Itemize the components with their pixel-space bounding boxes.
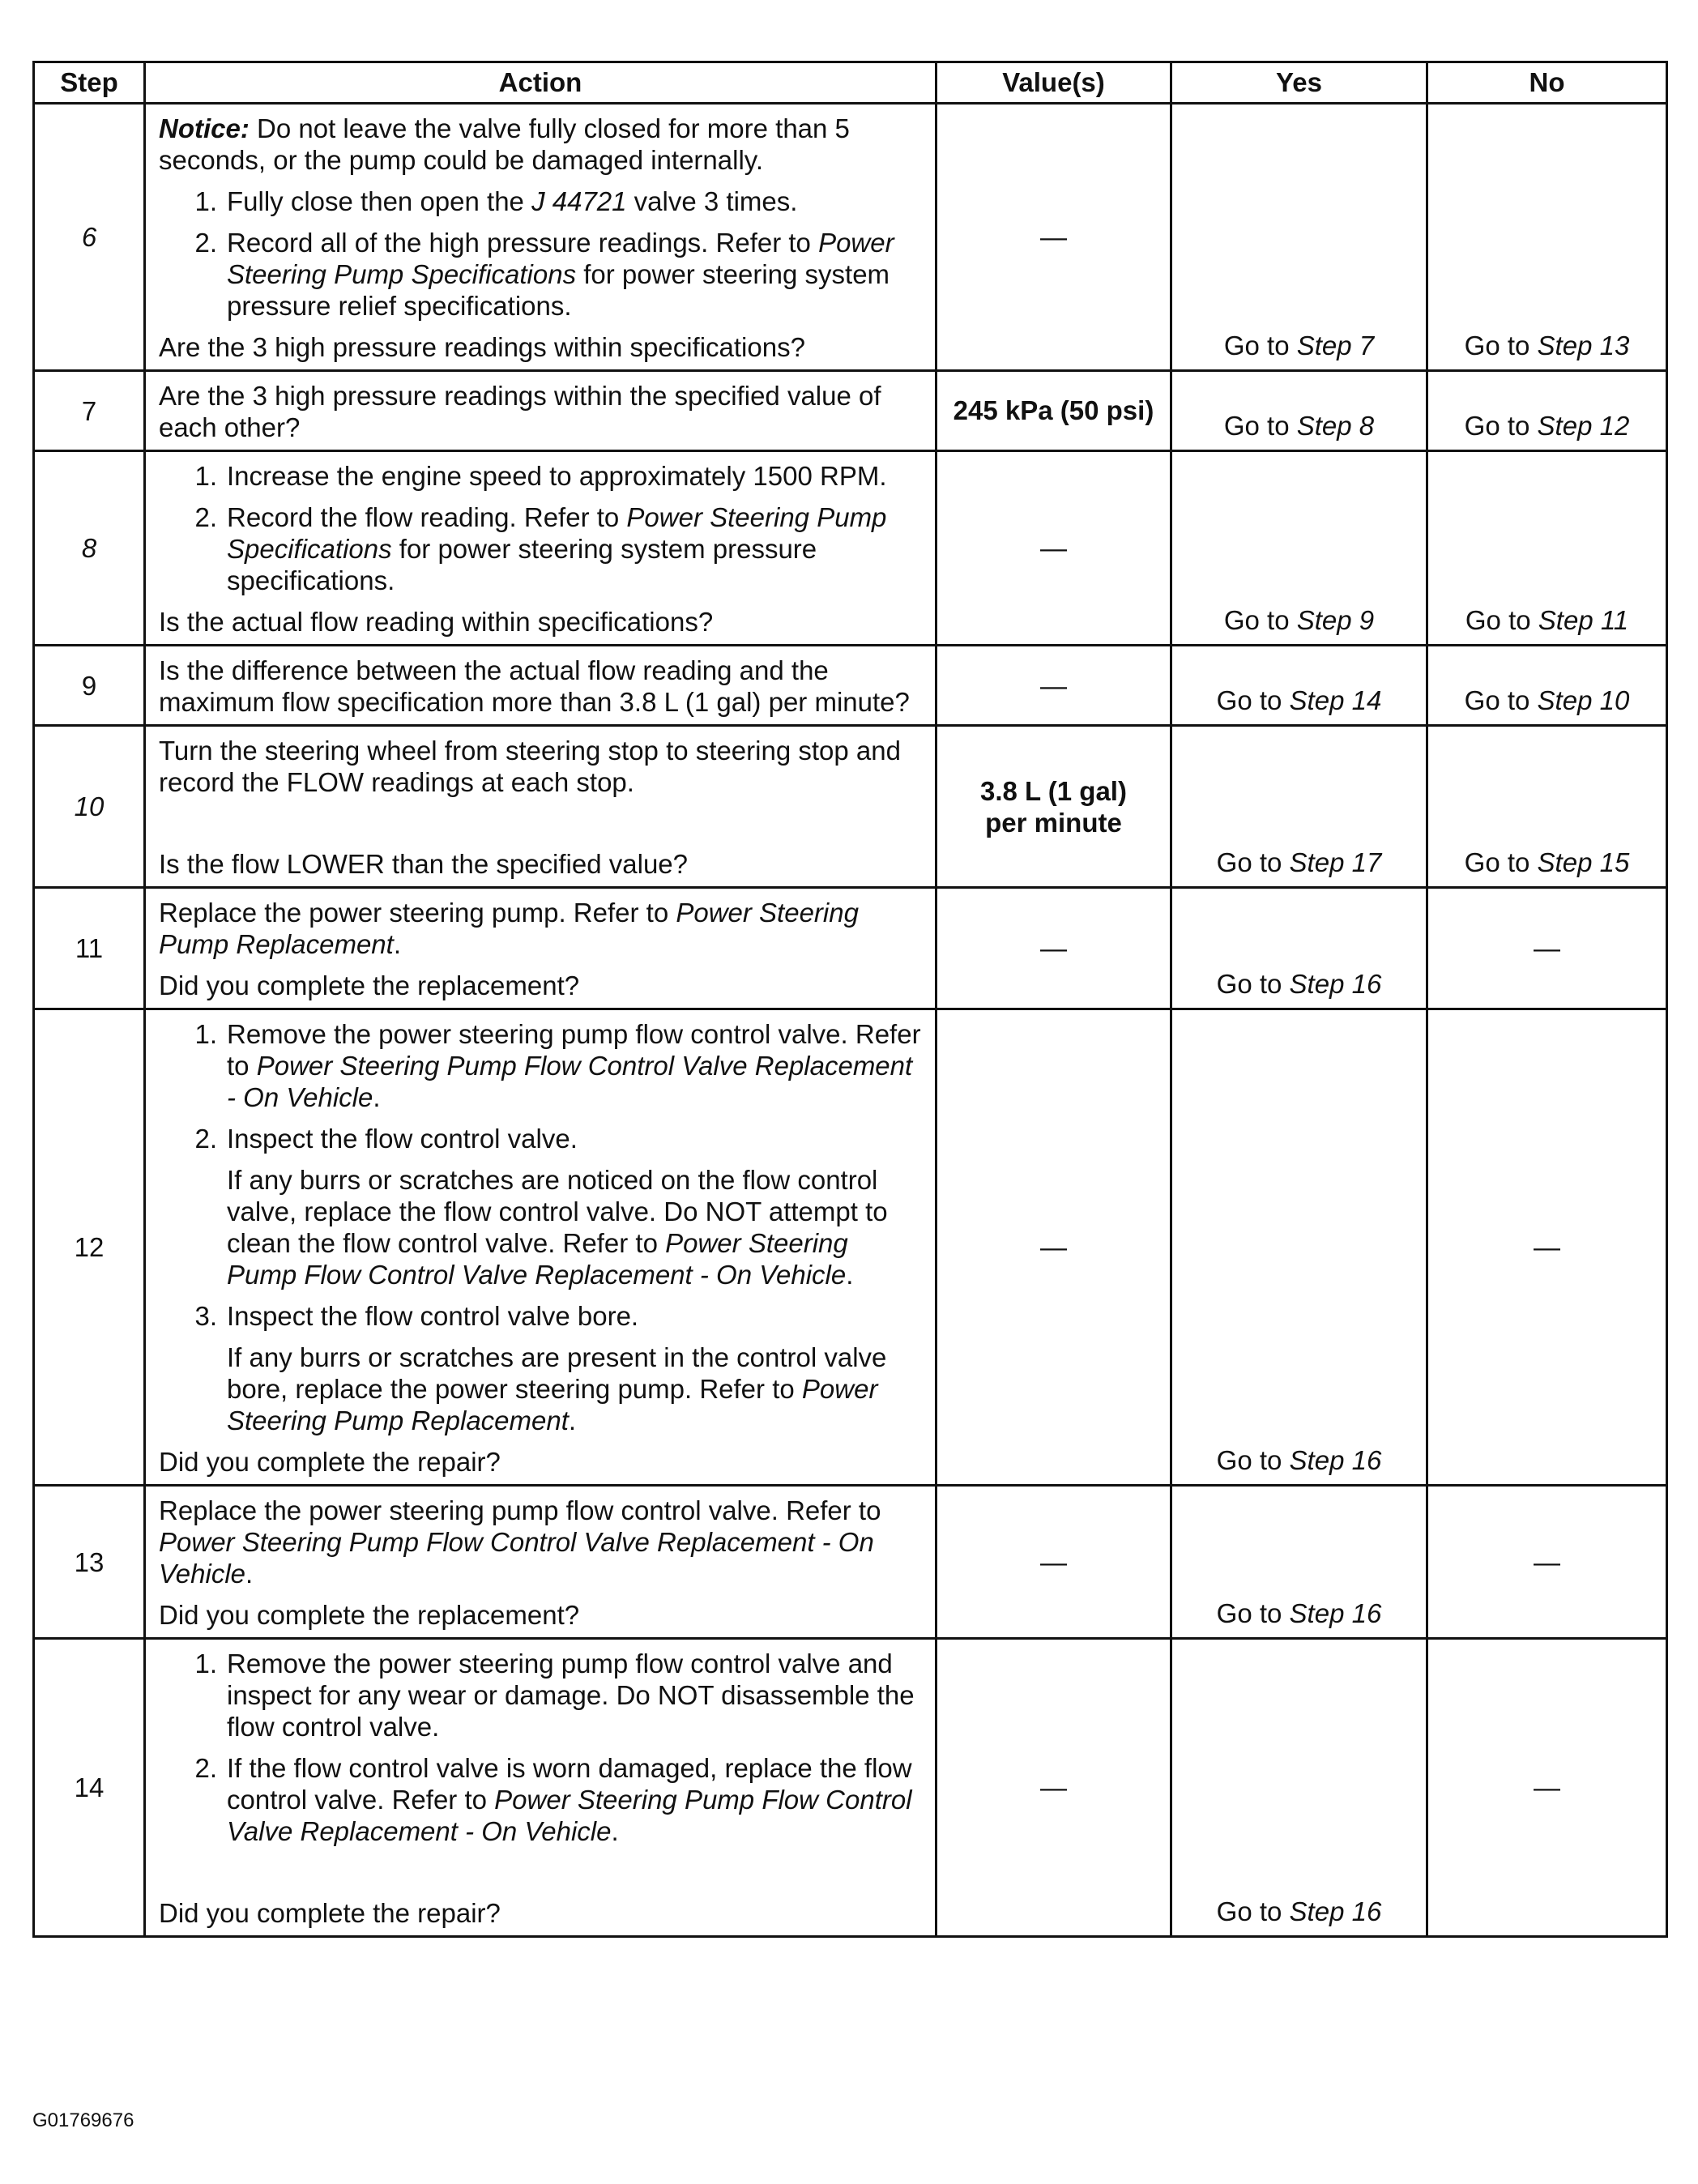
doc-reference: Power Steering Pump Flow Control Valve Replacement - On Vehicle [159,1527,874,1589]
doc-reference: Power Steering Pump Flow Control Valve Replacement - On Vehicle [227,1051,913,1112]
action-cell [145,726,936,888]
header-yes: Yes [1171,62,1427,104]
step-number: 7 [34,371,145,451]
no-cell: Go to Step 13 [1427,104,1667,371]
doc-reference: Power Steering Pump Flow Control Valve Replacement - On Vehicle [227,1785,912,1846]
step-number: 9 [34,646,145,726]
no-cell: Go to Step 12 [1427,371,1667,451]
action-cell [145,371,936,451]
yes-cell: Go to Step 16 [1171,1486,1427,1639]
value-cell: — [936,104,1171,371]
action-cell [145,104,936,371]
doc-reference: Power Steering Pump Specifications [227,502,887,564]
no-cell: Go to Step 11 [1427,451,1667,646]
list-item-detail: If any burrs or scratches are noticed on the flow control valve, replace the flow control valve. Do NOT attempt to clean the flow control valve. Refer to Power Steering Pump Flow Control Valve Replacement - On Vehicle. [227,1165,888,1290]
list-item: 2. Record the flow reading. Refer to Power Steering Pump Specifications for power steering system pressure specifications. [194,502,887,595]
yes-cell: Go to Step 14 [1171,646,1427,726]
question: Did you complete the repair? [159,1898,501,1928]
value-cell: — [936,646,1171,726]
yes-cell: Go to Step 8 [1171,371,1427,451]
question: Are the 3 high pressure readings within the specified value of each other? [159,381,881,442]
question: Did you complete the repair? [159,1447,501,1477]
value-cell: 245 kPa (50 psi) [936,371,1171,451]
action-cell [145,1639,936,1937]
doc-reference: Power Steering Pump Specifications [227,228,894,289]
no-cell: — [1427,888,1667,1009]
instruction: Replace the power steering pump. Refer to Power Steering Pump Replacement. [159,898,859,959]
list-item: 2. If the flow control valve is worn damaged, replace the flow control valve. Refer to Power Steering Pump Flow Control Valve Replacement - On Vehicle. [194,1753,912,1846]
list-item-detail: If any burrs or scratches are present in the control valve bore, replace the power steering pump. Refer to Power Steering Pump Replacement. [227,1342,887,1435]
table-row-step-8 [34,451,1667,646]
figure-code: G01769676 [32,2109,134,2131]
table-row-step-7 [34,371,1667,451]
table-row-step-12 [34,1009,1667,1486]
question: Is the actual flow reading within specifications? [159,607,714,637]
action-cell [145,646,936,726]
list-item: 3. Inspect the flow control valve bore. [194,1301,639,1331]
list-item: 1. Remove the power steering pump flow control valve and inspect for any wear or damage. Do NOT disassemble the flow control valve. [194,1649,915,1742]
no-cell: — [1427,1486,1667,1639]
no-cell: Go to Step 10 [1427,646,1667,726]
header-values: Value(s) [936,62,1171,104]
list-item: 2. Record all of the high pressure readings. Refer to Power Steering Pump Specifications for power steering system pressure relief specifications. [194,228,894,321]
notice-label: Notice: [159,113,250,143]
value-cell: — [936,1009,1171,1486]
question: Did you complete the replacement? [159,970,580,1000]
doc-reference: Power Steering Pump Flow Control Valve Replacement - On Vehicle [227,1228,848,1290]
table-row-step-14 [34,1639,1667,1937]
diagnostic-table [32,61,1668,1938]
instruction: Turn the steering wheel from steering stop to steering stop and record the FLOW readings at each stop. [159,736,901,797]
question: Did you complete the replacement? [159,1600,580,1630]
notice-paragraph: Notice: Do not leave the valve fully closed for more than 5 seconds, or the pump could be damaged internally. [159,113,850,175]
yes-cell: Go to Step 17 [1171,726,1427,888]
instruction: Replace the power steering pump flow control valve. Refer to Power Steering Pump Flow Control Valve Replacement - On Vehicle. [159,1495,881,1589]
value-cell: 3.8 L (1 gal) per minute [936,726,1171,888]
question: Are the 3 high pressure readings within specifications? [159,332,805,362]
list-item: 1. Increase the engine speed to approximately 1500 RPM. [194,461,887,491]
step-number: 10 [34,726,145,888]
yes-cell: Go to Step 16 [1171,1009,1427,1486]
yes-cell: Go to Step 16 [1171,888,1427,1009]
value-cell: — [936,1486,1171,1639]
table-row-step-13 [34,1486,1667,1639]
list-item: 2. Inspect the flow control valve. [194,1124,578,1154]
header-step: Step [34,62,145,104]
header-action: Action [145,62,936,104]
no-cell: Go to Step 15 [1427,726,1667,888]
value-cell: — [936,451,1171,646]
question: Is the difference between the actual flow reading and the maximum flow specification more than 3.8 L (1 gal) per minute? [159,655,910,717]
action-cell [145,1009,936,1486]
step-number: 12 [34,1009,145,1486]
header-row [34,62,1667,104]
action-cell [145,888,936,1009]
no-cell: — [1427,1009,1667,1486]
header-no: No [1427,62,1667,104]
list-item: 1. Remove the power steering pump flow control valve. Refer to Power Steering Pump Flow Control Valve Replacement - On Vehicle. [194,1019,921,1112]
step-number: 13 [34,1486,145,1639]
step-number: 8 [34,451,145,646]
yes-cell: Go to Step 16 [1171,1639,1427,1937]
table-row-step-6 [34,104,1667,371]
tool-number: J 44721 [531,186,627,216]
yes-cell: Go to Step 7 [1171,104,1427,371]
value-cell: — [936,1639,1171,1937]
step-number: 11 [34,888,145,1009]
value-cell: — [936,888,1171,1009]
action-cell [145,451,936,646]
no-cell: — [1427,1639,1667,1937]
question: Is the flow LOWER than the specified value? [159,849,689,879]
action-cell [145,1486,936,1639]
list-item: 1. Fully close then open the J 44721 valve 3 times. [194,186,798,216]
step-number: 6 [34,104,145,371]
doc-reference: Power Steering Pump Replacement [227,1374,878,1435]
doc-reference: Power Steering Pump Replacement [159,898,859,959]
table-row-step-10 [34,726,1667,888]
table-row-step-11 [34,888,1667,1009]
diagnostic-table-sheet [32,61,1666,1938]
yes-cell: Go to Step 9 [1171,451,1427,646]
step-number: 14 [34,1639,145,1937]
table-row-step-9 [34,646,1667,726]
